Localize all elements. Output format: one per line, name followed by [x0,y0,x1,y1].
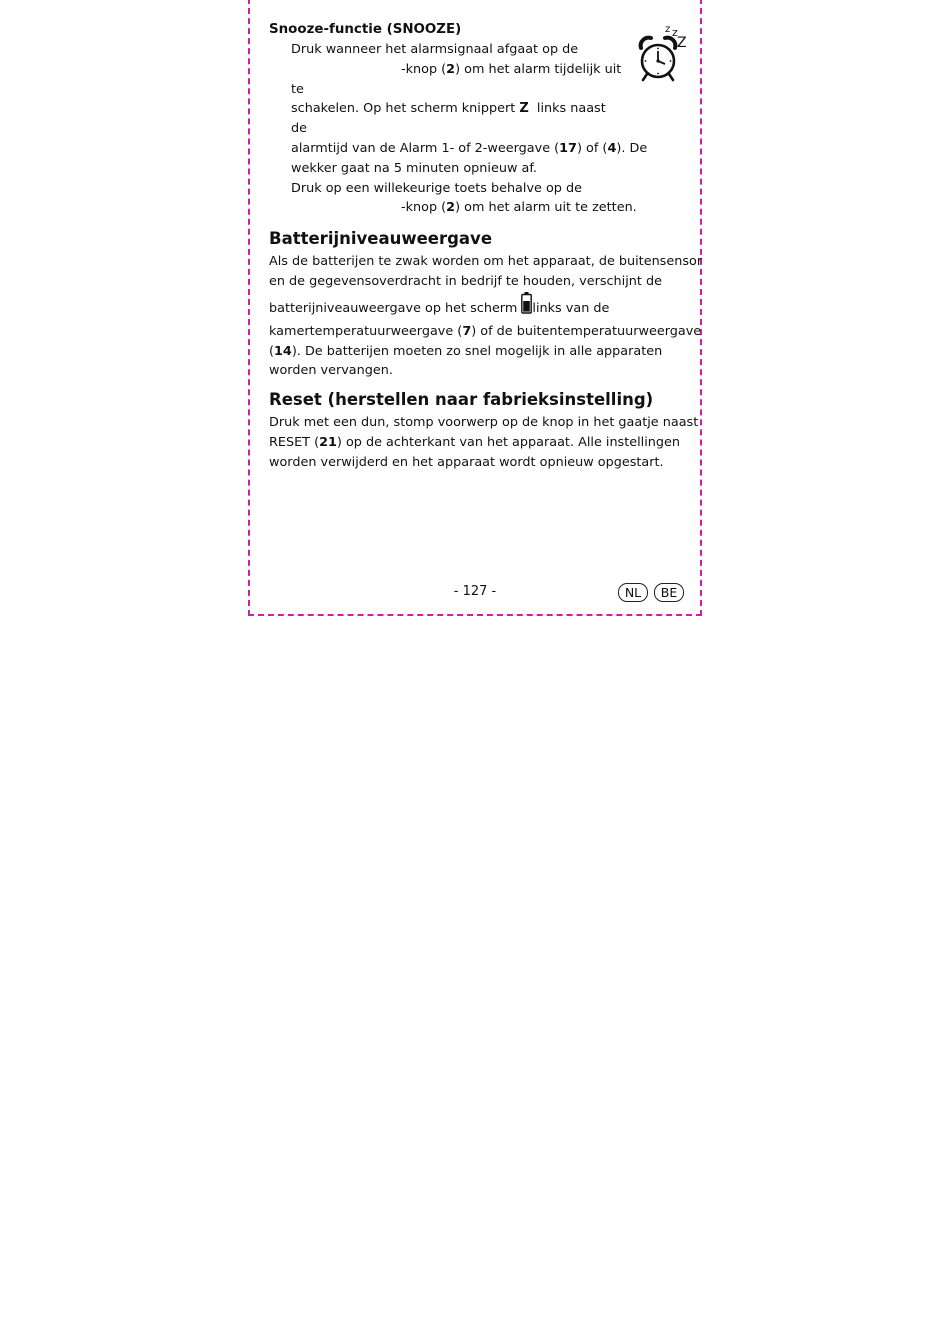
country-badge-be: BE [654,583,684,602]
battery-line-1: Als de batterijen te zwak worden om het apparaat, de buitensensor [269,254,703,270]
ref-number: 2 [446,200,456,216]
page-number: - 127 - [453,584,497,599]
battery-icon [521,292,532,314]
battery-paragraph [269,252,703,381]
battery-line-5: (14). De batterijen moeten zo snel mogelijk in alle apparaten [269,343,663,359]
snooze-line-3: schakelen. Op het scherm knippert Z links naast de [291,101,606,137]
snooze-z-large: Z [677,35,687,51]
ref-number: 14 [274,343,292,359]
ref-number: 17 [559,140,577,156]
country-badge-nl: NL [618,583,648,602]
reset-line-3: worden verwijderd en het apparaat wordt opnieuw opgestart. [269,454,664,470]
snooze-z-indicator: Z [519,101,529,117]
alarm-clock-snooze-icon [635,22,689,84]
reset-line-2: RESET (21) op de achterkant van het apparaat. Alle instellingen [269,434,681,450]
battery-heading: Batterijniveauweergave [269,229,493,249]
snooze-paragraph [269,40,648,218]
reset-heading: Reset (herstellen naar fabrieksinstelling) [269,390,654,410]
snooze-heading: Snooze-functie (SNOOZE) [269,22,462,37]
snooze-line-6: Druk op een willekeurige toets behalve op de [291,180,582,196]
snooze-line-5: wekker gaat na 5 minuten opnieuw af. [291,160,537,176]
snooze-line-2: -knop (2) om het alarm tijdelijk uit te [291,61,622,97]
battery-line-4: kamertemperatuurweergave (7) of de buitentemperatuurweergave [269,323,702,339]
ref-number: 7 [462,323,472,339]
ref-number: 4 [607,140,617,156]
snooze-line-1: Druk wanneer het alarmsignaal afgaat op de [291,42,579,57]
battery-line-6: worden vervangen. [269,363,393,379]
battery-line-3: batterijniveauweergave op het scherm links van de [269,292,687,322]
reset-paragraph [269,413,699,472]
page-content [269,20,703,473]
snooze-z-small-2: z [672,26,678,39]
reset-line-1: Druk met een dun, stomp voorwerp op de knop in het gaatje naast [269,415,699,431]
snooze-line-7: -knop (2) om het alarm uit te zetten. [401,200,637,216]
ref-number: 2 [446,61,456,77]
snooze-z-small-1: z [665,24,671,35]
snooze-line-4: alarmtijd van de Alarm 1- of 2-weergave (17) of (4). De [291,140,648,156]
page-frame [248,0,702,616]
battery-line-2: en de gegevensoverdracht in bedrijf te houden, verschijnt de [269,273,662,289]
ref-number: 21 [319,434,337,450]
